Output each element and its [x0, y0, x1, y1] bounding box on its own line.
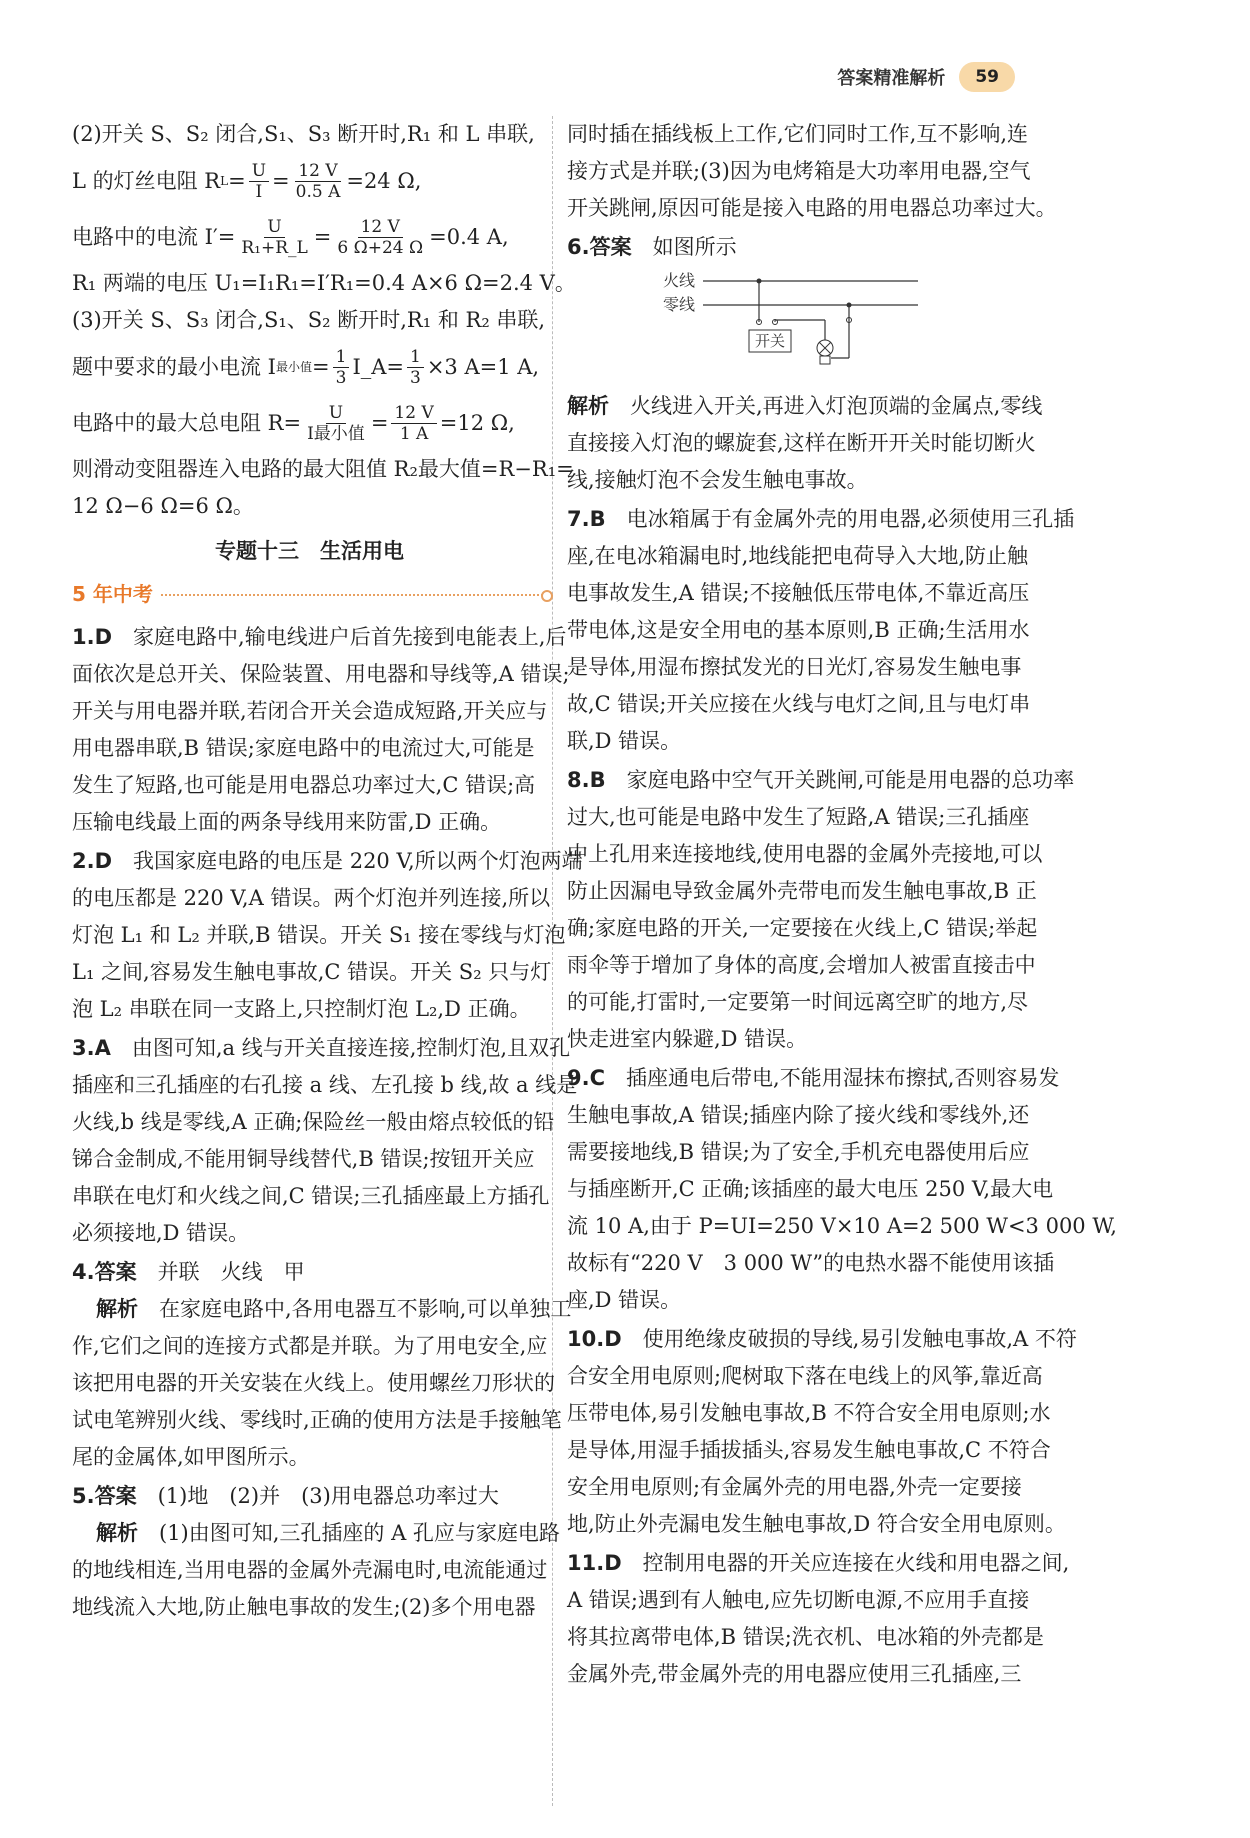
text-line: 12 Ω−6 Ω=6 Ω。 — [72, 494, 254, 518]
question-2 — [72, 843, 583, 1028]
text-line: L₁ 之间,容易发生触电事故,C 错误。开关 S₂ 只与灯 — [72, 960, 552, 984]
text-line: (3)开关 S、S₃ 闭合,S₁、S₂ 断开时,R₁ 和 R₂ 串联, — [72, 308, 546, 332]
eq-text: L 的灯丝电阻 R — [72, 168, 221, 193]
question-3 — [72, 1030, 578, 1252]
question-number: 1.D — [72, 625, 113, 649]
eq-text: =12 Ω, — [439, 410, 515, 435]
fire-line-label: 火线 — [663, 271, 696, 290]
text-line: 金属外壳,带金属外壳的用电器应使用三孔插座,三 — [567, 1662, 1022, 1686]
text-line: 直接接入灯泡的螺旋套,这样在断开开关时能切断火 — [567, 431, 1036, 455]
question-number: 2.D — [72, 849, 113, 873]
text-line: 生触电事故,A 错误;插座内除了接火线和零线外,还 — [567, 1103, 1030, 1127]
fraction: $\frac{U}{\text{I最小值}}$ — [307, 402, 365, 444]
eq-text: = — [228, 168, 246, 193]
text-line: 尾的金属体,如甲图所示。 — [72, 1445, 310, 1469]
text-line: 地线流入大地,防止触电事故的发生;(2)多个用电器 — [72, 1595, 536, 1619]
text-line: 插座和三孔插座的右孔接 a 线、左孔接 b 线,故 a 线是 — [72, 1073, 578, 1097]
question-1 — [72, 619, 570, 841]
fraction: $\frac{U}{\text{R₁+R\_L}}$ — [241, 216, 308, 258]
text-line: R₁ 两端的电压 U₁=I₁R₁=I′R₁=0.4 A×6 Ω=2.4 V。 — [72, 271, 576, 295]
text-line: 接方式是并联;(3)因为电烤箱是大功率用电器,空气 — [567, 159, 1031, 183]
eq-text: 电路中的电流 I′= — [72, 224, 236, 249]
text-line: 合安全用电原则;爬树取下落在电线上的风筝,靠近高 — [567, 1364, 1043, 1388]
text-line: 解析 (1)由图可知,三孔插座的 A 孔应与家庭电路 — [96, 1521, 560, 1545]
circuit-diagram — [663, 270, 923, 370]
eq-text: =24 Ω, — [346, 168, 422, 193]
text-line: 11.D 控制用电器的开关应连接在火线和用电器之间, — [567, 1551, 1070, 1575]
equation-line: 电路中的最大总电阻 R= $\frac{U}{\text{I最小值}}$ = $\frac{12 V}{1 A}$ =12 Ω, — [72, 402, 515, 444]
text-line: 同时插在插线板上工作,它们同时工作,互不影响,连 — [567, 122, 1029, 146]
text-line: 用电器串联,B 错误;家庭电路中的电流过大,可能是 — [72, 736, 535, 760]
badge-rule — [161, 594, 547, 596]
text-line: 9.C 插座通电后带电,不能用湿抹布擦拭,否则容易发 — [567, 1066, 1060, 1090]
eq-text: ×3 A=1 A, — [426, 354, 540, 379]
text-line: 中上孔用来连接地线,使用电器的金属外壳接地,可以 — [567, 842, 1043, 866]
text-line: 地,防止外壳漏电发生触电事故,D 符合安全用电原则。 — [567, 1512, 1066, 1536]
question-11 — [567, 1545, 1070, 1693]
text-line: 带电体,这是安全用电的基本原则,B 正确;生活用水 — [567, 618, 1030, 642]
text-line: 的可能,打雷时,一定要第一时间远离空旷的地方,尽 — [567, 990, 1029, 1014]
text-line: 3.A 由图可知,a 线与开关直接连接,控制灯泡,且双孔 — [72, 1036, 571, 1060]
junction — [847, 303, 852, 308]
eq-text: =0.4 A, — [429, 224, 509, 249]
text-line: 与插座断开,C 正确;该插座的最大电压 250 V,最大电 — [567, 1177, 1054, 1201]
text-line: 泡 L₂ 串联在同一支路上,只控制灯泡 L₂,D 正确。 — [72, 997, 531, 1021]
answer-text: 如图所示 — [652, 235, 737, 259]
text-line: 将其拉离带电体,B 错误;洗衣机、电冰箱的外壳都是 — [567, 1625, 1044, 1649]
text-line: 开关跳闸,原因可能是接入电路的用电器总功率过大。 — [567, 196, 1057, 220]
text-line: 压输电线最上面的两条导线用来防雷,D 正确。 — [72, 810, 502, 834]
text-line: 锑合金制成,不能用铜导线替代,B 错误;按钮开关应 — [72, 1147, 535, 1171]
text-line: 1.D 家庭电路中,输电线进户后首先接到电能表上,后 — [72, 625, 567, 649]
text-line: 快走进室内躲避,D 错误。 — [567, 1027, 808, 1051]
question-number: 3.A — [72, 1036, 111, 1060]
text-line: 是导体,用湿布擦拭发光的日光灯,容易发生触电事 — [567, 655, 1022, 679]
text-line: 该把用电器的开关安装在火线上。使用螺丝刀形状的 — [72, 1371, 555, 1395]
answer-line: 4.答案 并联 火线 甲 — [72, 1260, 305, 1284]
text-line: 串联在电灯和火线之间,C 错误;三孔插座最上方插孔 — [72, 1184, 550, 1208]
answer-keyword: 答案 — [589, 235, 632, 259]
text-line: 座,在电冰箱漏电时,地线能把电荷导入大地,防止触 — [567, 544, 1029, 568]
question-4 — [72, 1254, 572, 1476]
fraction: $\frac{12 V}{6 \Omega+24 \Omega}$ — [337, 216, 424, 258]
text-line: 需要接地线,B 错误;为了安全,手机充电器使用后应 — [567, 1140, 1030, 1164]
text-line: 面依次是总开关、保险装置、用电器和导线等,A 错误; — [72, 662, 570, 686]
fraction: $\frac{12 V}{1 A}$ — [391, 403, 436, 444]
text-line: 发生了短路,也可能是用电器总功率过大,C 错误;高 — [72, 773, 536, 797]
text-line: A 错误;遇到有人触电,应先切断电源,不应用手直接 — [567, 1588, 1030, 1612]
fraction: $\frac{1}{3}$ — [407, 347, 424, 388]
text-line: 必须接地,D 错误。 — [72, 1221, 250, 1245]
question-10 — [567, 1321, 1077, 1543]
text-line: 10.D 使用绝缘皮破损的导线,易引发触电事故,A 不符 — [567, 1327, 1077, 1351]
page-number: 59 — [959, 62, 1015, 92]
answer-line: 5.答案 (1)地 (2)并 (3)用电器总功率过大 — [72, 1484, 499, 1508]
text-line: 8.B 家庭电路中空气开关跳闸,可能是用电器的总功率 — [567, 768, 1075, 792]
left-column — [72, 116, 583, 1626]
text-line: 解析 在家庭电路中,各用电器互不影响,可以单独工 — [96, 1297, 572, 1321]
column-divider — [552, 116, 553, 1806]
text-line: 联,D 错误。 — [567, 729, 682, 753]
text-line: 的地线相连,当用电器的金属外壳漏电时,电流能通过 — [72, 1558, 548, 1582]
text-line: 试电笔辨别火线、零线时,正确的使用方法是手接触笔 — [72, 1408, 562, 1432]
question-8 — [567, 762, 1075, 1058]
question-7 — [567, 501, 1075, 760]
lamp-base — [820, 356, 830, 364]
text-line: 故,C 错误;开关应接在火线与电灯之间,且与电灯串 — [567, 692, 1031, 716]
text-line: 作,它们之间的连接方式都是并联。为了用电安全,应 — [72, 1334, 548, 1358]
text-line: 座,D 错误。 — [567, 1288, 682, 1312]
page-header — [837, 62, 1015, 92]
question-5-continued — [567, 116, 1057, 227]
zero-line-label: 零线 — [663, 295, 696, 314]
text-line: 则滑动变阻器连入电路的最大阻值 R₂最大值=R−R₁= — [72, 457, 574, 481]
header-title: 答案精准解析 — [837, 68, 946, 89]
question-number: 8.B — [567, 768, 606, 792]
analysis-keyword: 解析 — [567, 394, 609, 418]
fraction: $\frac{12 V}{0.5 A}$ — [295, 160, 341, 202]
question-number: 9.C — [567, 1066, 606, 1090]
right-column — [567, 116, 1117, 1693]
equation-line: 题中要求的最小电流 I 最小值 = $\frac{1}{3}$ I_A= $\frac{1}{3}$ ×3 A=1 A, — [72, 346, 540, 388]
text-line: 开关与用电器并联,若闭合开关会造成短路,开关应与 — [72, 699, 548, 723]
text-line: 安全用电原则;有金属外壳的用电器,外壳一定要接 — [567, 1475, 1022, 1499]
question-number: 7.B — [567, 507, 606, 531]
question-number: 11.D — [567, 1551, 622, 1575]
text-line: 压带电体,易引发触电事故,B 不符合安全用电原则;水 — [567, 1401, 1051, 1425]
text-line: 7.B 电冰箱属于有金属外壳的用电器,必须使用三孔插 — [567, 507, 1075, 531]
question-9 — [567, 1060, 1117, 1319]
eq-text: 题中要求的最小电流 I — [72, 354, 276, 379]
question-number: 6. — [567, 235, 590, 259]
text-line: 2.D 我国家庭电路的电压是 220 V,所以两个灯泡两端 — [72, 849, 583, 873]
text-line: 流 10 A,由于 P=UI=250 V×10 A=2 500 W<3 000 W, — [567, 1214, 1117, 1238]
section-title: 专题十三 生活用电 — [215, 539, 404, 563]
question-5 — [72, 1478, 560, 1626]
equation-line: 电路中的电流 I′= $\frac{U}{\text{R₁+R\_L}}$ = $\frac{12 V}{6 \Omega+24 \Omega}$ =0.4 A, — [72, 216, 509, 258]
fraction: $\frac{1}{3}$ — [333, 347, 350, 388]
text-line: 防止因漏电导致金属外壳带电而发生触电事故,B 正 — [567, 879, 1037, 903]
text-line: 电事故发生,A 错误;不接触低压带电体,不靠近高压 — [567, 581, 1030, 605]
text-line: 故标有“220 V 3 000 W”的电热水器不能使用该插 — [567, 1251, 1055, 1275]
text-line: 雨伞等于增加了身体的高度,会增加人被雷直接击中 — [567, 953, 1036, 977]
switch-label: 开关 — [754, 332, 786, 350]
text-line: 线,接触灯泡不会发生触电事故。 — [567, 468, 868, 492]
text-line: 火线进入开关,再进入灯泡顶端的金属点,零线 — [630, 394, 1043, 418]
eq-text: 电路中的最大总电阻 R= — [72, 410, 302, 435]
text-line: 确;家庭电路的开关,一定要接在火线上,C 错误;举起 — [567, 916, 1038, 940]
equation-line: L 的灯丝电阻 R L = $\frac{U}{I}$ = $\frac{12 V}{0.5 A}$ =24 Ω, — [72, 160, 422, 202]
text-line: (2)开关 S、S₂ 闭合,S₁、S₃ 断开时,R₁ 和 L 串联, — [72, 122, 535, 146]
text-line: 是导体,用湿手插拔插头,容易发生触电事故,C 不符合 — [567, 1438, 1051, 1462]
badge-label: 5 年中考 — [72, 582, 153, 606]
question-6 — [567, 229, 1043, 499]
question-number: 10.D — [567, 1327, 622, 1351]
text-line: 火线,b 线是零线,A 正确;保险丝一般由熔点较低的铅 — [72, 1110, 555, 1134]
junction — [757, 279, 762, 284]
text-line: 过大,也可能是电路中发生了短路,A 错误;三孔插座 — [567, 805, 1030, 829]
text-line: 的电压都是 220 V,A 错误。两个灯泡并列连接,所以 — [72, 886, 551, 910]
text-line: 灯泡 L₁ 和 L₂ 并联,B 错误。开关 S₁ 接在零线与灯泡 — [72, 923, 566, 947]
fraction: $\frac{U}{I}$ — [249, 161, 269, 202]
eq-text: I_A= — [352, 354, 404, 379]
section-badge — [72, 576, 547, 613]
